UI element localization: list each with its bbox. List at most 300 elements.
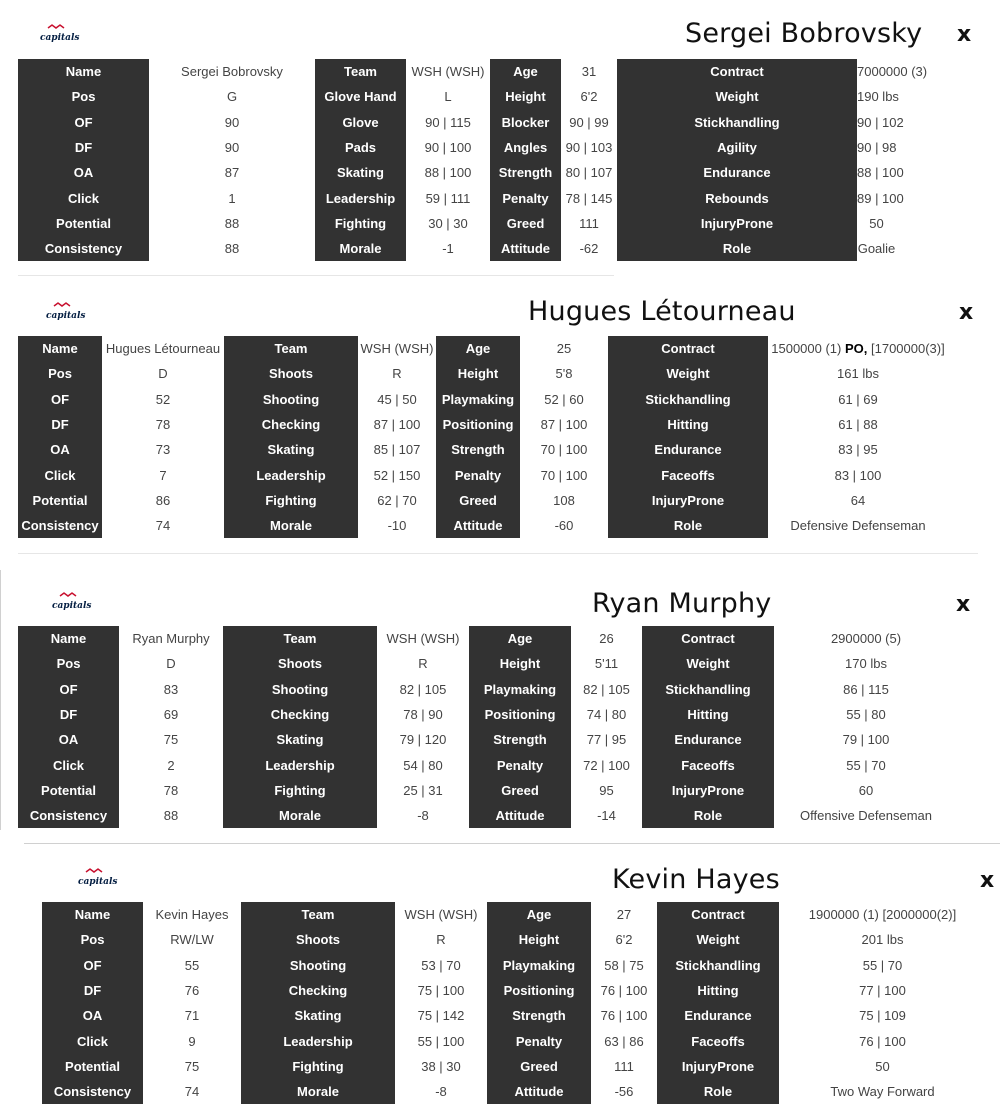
- stat-value: 55: [143, 953, 241, 978]
- stat-label: Fighting: [223, 778, 377, 803]
- stat-value: 52 | 150: [358, 462, 436, 487]
- stat-label: Greed: [436, 488, 520, 513]
- stat-label: Pads: [315, 135, 406, 160]
- stat-value: 88: [149, 236, 315, 261]
- stat-label: Shoots: [223, 651, 377, 676]
- stat-label: DF: [42, 978, 143, 1003]
- stat-label: Strength: [490, 160, 561, 185]
- stat-label: Checking: [241, 978, 395, 1003]
- stat-label: Greed: [469, 778, 571, 803]
- stat-label: Consistency: [42, 1079, 143, 1104]
- stat-value: 70 | 100: [520, 437, 608, 462]
- stat-label: Morale: [241, 1079, 395, 1104]
- stat-value: 78: [102, 412, 224, 437]
- stat-value: Goalie: [857, 236, 896, 261]
- team-logo-icon: [44, 302, 84, 324]
- stat-label: Strength: [487, 1003, 591, 1028]
- stat-value: L: [406, 84, 490, 109]
- stat-label: OF: [18, 387, 102, 412]
- stat-value: 45 | 50: [358, 387, 436, 412]
- stat-value: 55 | 100: [395, 1028, 487, 1053]
- stat-label: Attitude: [490, 236, 561, 261]
- stat-label: Positioning: [436, 412, 520, 437]
- stat-value: -10: [358, 513, 436, 538]
- stat-label: Strength: [469, 727, 571, 752]
- stat-label: Penalty: [487, 1028, 591, 1053]
- stat-label: Checking: [224, 412, 358, 437]
- stat-label: Attitude: [436, 513, 520, 538]
- stat-row: [42, 953, 986, 978]
- stat-label: Leadership: [224, 462, 358, 487]
- stat-value: 6'2: [591, 927, 657, 952]
- stat-value: 82 | 105: [571, 677, 642, 702]
- stat-row: [18, 677, 958, 702]
- stat-row: [18, 702, 958, 727]
- stat-value: 53 | 70: [395, 953, 487, 978]
- stat-value: Ryan Murphy: [119, 626, 223, 651]
- stat-value: Sergei Bobrovsky: [149, 59, 315, 84]
- stat-value: 2900000 (5): [774, 626, 958, 651]
- stat-value: 90 | 103: [561, 135, 617, 160]
- stat-label: Role: [642, 803, 774, 828]
- player-card-1: [0, 0, 1000, 278]
- stat-label: Hitting: [608, 412, 768, 437]
- stat-row: [42, 927, 986, 952]
- stat-value: 83 | 100: [768, 462, 948, 487]
- svg-text:capitals: capitals: [52, 601, 92, 611]
- svg-text:capitals: capitals: [46, 311, 86, 321]
- stat-label: Positioning: [469, 702, 571, 727]
- stat-value: 90 | 99: [561, 110, 617, 135]
- stat-label: Stickhandling: [608, 387, 768, 412]
- stat-value: 90 | 100: [406, 135, 490, 160]
- stat-row: [18, 336, 948, 361]
- stat-label: DF: [18, 702, 119, 727]
- stat-label: OA: [18, 727, 119, 752]
- stat-row: [18, 778, 958, 803]
- player-name: Sergei Bobrovsky: [685, 18, 923, 49]
- stat-label: Leadership: [241, 1028, 395, 1053]
- stat-value: 6'2: [561, 84, 617, 109]
- stat-label: Endurance: [657, 1003, 779, 1028]
- stat-value: 63 | 86: [591, 1028, 657, 1053]
- stat-label: Click: [18, 752, 119, 777]
- stat-value: 76: [143, 978, 241, 1003]
- stat-label: Agility: [617, 135, 857, 160]
- stat-label: Fighting: [241, 1054, 395, 1079]
- contract-amount: 1500000 (1): [771, 341, 845, 357]
- stat-value: 71: [143, 1003, 241, 1028]
- stat-label: Shooting: [223, 677, 377, 702]
- stat-value: 52: [102, 387, 224, 412]
- stat-label: Skating: [224, 437, 358, 462]
- stat-value: 75 | 142: [395, 1003, 487, 1028]
- stat-value: 77 | 100: [779, 978, 986, 1003]
- stat-value: 76 | 100: [591, 1003, 657, 1028]
- stat-value: 59 | 111: [406, 185, 490, 210]
- stat-value: 38 | 30: [395, 1054, 487, 1079]
- stat-value: 88 | 100: [857, 160, 896, 185]
- stat-value: 108: [520, 488, 608, 513]
- stat-row: [18, 752, 958, 777]
- stat-row: [18, 361, 948, 386]
- stat-value: -8: [395, 1079, 487, 1104]
- stat-label: Consistency: [18, 236, 149, 261]
- divider: [18, 553, 978, 554]
- stat-value: 86 | 115: [774, 677, 958, 702]
- stat-label: Height: [487, 927, 591, 952]
- stat-value: -8: [377, 803, 469, 828]
- stat-label: OA: [18, 160, 149, 185]
- stat-value: R: [377, 651, 469, 676]
- stat-label: Contract: [617, 59, 857, 84]
- stat-value: 90: [149, 110, 315, 135]
- stat-value: 78: [119, 778, 223, 803]
- stat-label: Weight: [657, 927, 779, 952]
- stat-value: 75 | 109: [779, 1003, 986, 1028]
- stat-label: InjuryProne: [617, 211, 857, 236]
- divider: [18, 275, 614, 276]
- stat-label: Stickhandling: [617, 110, 857, 135]
- stat-label: Endurance: [642, 727, 774, 752]
- stat-label: Click: [18, 185, 149, 210]
- stat-row: [18, 513, 948, 538]
- stat-value: -14: [571, 803, 642, 828]
- stat-value: 62 | 70: [358, 488, 436, 513]
- stat-label: Click: [18, 462, 102, 487]
- stat-label: OA: [18, 437, 102, 462]
- stat-label: Name: [18, 59, 149, 84]
- stat-row: [42, 902, 986, 927]
- stat-label: Strength: [436, 437, 520, 462]
- stat-row: [42, 978, 986, 1003]
- stat-label: DF: [18, 412, 102, 437]
- stat-label: Team: [315, 59, 406, 84]
- stat-value: -56: [591, 1079, 657, 1104]
- stat-row: [42, 1079, 986, 1104]
- stat-label: Height: [469, 651, 571, 676]
- stat-value: 7: [102, 462, 224, 487]
- stat-label: Penalty: [436, 462, 520, 487]
- stat-value: Two Way Forward: [779, 1079, 986, 1104]
- stat-value: 74: [143, 1079, 241, 1104]
- stat-value: 50: [857, 211, 896, 236]
- stat-value: 25: [520, 336, 608, 361]
- stat-row: [18, 59, 896, 84]
- stat-value: 54 | 80: [377, 752, 469, 777]
- stat-value: Defensive Defenseman: [768, 513, 948, 538]
- stat-value: WSH (WSH): [395, 902, 487, 927]
- stat-label: Pos: [18, 651, 119, 676]
- stat-label: Role: [657, 1079, 779, 1104]
- stat-label: DF: [18, 135, 149, 160]
- svg-text:capitals: capitals: [78, 877, 118, 887]
- stat-row: [18, 412, 948, 437]
- stat-label: Morale: [315, 236, 406, 261]
- stat-value: 82 | 105: [377, 677, 469, 702]
- stat-row: [18, 387, 948, 412]
- stat-value: 1900000 (1) [2000000(2)]: [779, 902, 986, 927]
- stat-value: 88: [149, 211, 315, 236]
- stat-value: 52 | 60: [520, 387, 608, 412]
- stat-value: 87: [149, 160, 315, 185]
- stat-label: Shoots: [224, 361, 358, 386]
- stat-label: Attitude: [487, 1079, 591, 1104]
- stat-label: Weight: [642, 651, 774, 676]
- stat-value: 31: [561, 59, 617, 84]
- stat-label: Morale: [223, 803, 377, 828]
- stat-label: Penalty: [490, 185, 561, 210]
- stat-label: Playmaking: [487, 953, 591, 978]
- stat-row: [18, 110, 896, 135]
- stat-label: Glove Hand: [315, 84, 406, 109]
- stat-label: Team: [241, 902, 395, 927]
- stat-value: 170 lbs: [774, 651, 958, 676]
- stat-label: Click: [42, 1028, 143, 1053]
- stat-label: Hitting: [642, 702, 774, 727]
- stat-value: 75: [143, 1054, 241, 1079]
- stat-value: 69: [119, 702, 223, 727]
- stat-value: 75 | 100: [395, 978, 487, 1003]
- stat-label: Greed: [487, 1054, 591, 1079]
- stat-label: Shooting: [241, 953, 395, 978]
- stat-value: 89 | 100: [857, 185, 896, 210]
- stat-value: WSH (WSH): [358, 336, 436, 361]
- stat-value: 75: [119, 727, 223, 752]
- stat-label: Blocker: [490, 110, 561, 135]
- team-logo-icon: [50, 592, 90, 614]
- stat-value: 90 | 115: [406, 110, 490, 135]
- player-option-flag: PO,: [844, 341, 868, 357]
- stat-value: 86: [102, 488, 224, 513]
- stat-value: 90 | 98: [857, 135, 896, 160]
- stat-label: Leadership: [223, 752, 377, 777]
- stat-value: 78 | 90: [377, 702, 469, 727]
- stat-label: Stickhandling: [642, 677, 774, 702]
- stat-label: Pos: [42, 927, 143, 952]
- stat-value: 50: [779, 1054, 986, 1079]
- stat-label: Playmaking: [469, 677, 571, 702]
- stat-label: Skating: [315, 160, 406, 185]
- stat-value: 70 | 100: [520, 462, 608, 487]
- close-button[interactable]: x: [959, 300, 974, 325]
- stat-row: [18, 437, 948, 462]
- close-button[interactable]: x: [957, 22, 972, 47]
- stat-value: 26: [571, 626, 642, 651]
- stat-label: Name: [18, 626, 119, 651]
- stat-value: 95: [571, 778, 642, 803]
- stat-value: 55 | 80: [774, 702, 958, 727]
- stat-label: Height: [490, 84, 561, 109]
- svg-text:capitals: capitals: [40, 33, 80, 43]
- player-stats-table: [18, 336, 948, 538]
- stat-label: Morale: [224, 513, 358, 538]
- stat-value: 61 | 88: [768, 412, 948, 437]
- stat-label: Faceoffs: [642, 752, 774, 777]
- stat-value: 2: [119, 752, 223, 777]
- stat-label: Fighting: [315, 211, 406, 236]
- stat-label: Contract: [608, 336, 768, 361]
- stat-value: 80 | 107: [561, 160, 617, 185]
- stat-row: [18, 803, 958, 828]
- stat-label: InjuryProne: [608, 488, 768, 513]
- stat-row: [18, 236, 896, 261]
- stat-label: Faceoffs: [608, 462, 768, 487]
- stat-value: RW/LW: [143, 927, 241, 952]
- stat-row: [18, 727, 958, 752]
- stat-value: 1: [149, 185, 315, 210]
- stat-value: 30 | 30: [406, 211, 490, 236]
- stat-value: Hugues Létourneau: [102, 336, 224, 361]
- stat-label: Contract: [642, 626, 774, 651]
- stat-value: 55 | 70: [779, 953, 986, 978]
- stat-row: [18, 185, 896, 210]
- stat-label: Contract: [657, 902, 779, 927]
- stat-value: 74 | 80: [571, 702, 642, 727]
- stat-value: 79 | 120: [377, 727, 469, 752]
- stat-value: Kevin Hayes: [143, 902, 241, 927]
- stat-value: 88: [119, 803, 223, 828]
- stat-label: Faceoffs: [657, 1028, 779, 1053]
- stat-label: Skating: [241, 1003, 395, 1028]
- stat-value: 5'11: [571, 651, 642, 676]
- stat-label: Age: [436, 336, 520, 361]
- player-stats-table: [42, 902, 986, 1104]
- stat-value: 111: [591, 1054, 657, 1079]
- stat-value: 90 | 102: [857, 110, 896, 135]
- stat-label: Rebounds: [617, 185, 857, 210]
- stat-value: D: [102, 361, 224, 386]
- stat-value: 190 lbs: [857, 84, 896, 109]
- stat-label: OF: [42, 953, 143, 978]
- stat-value: 7000000 (3): [857, 59, 896, 84]
- stat-value: 76 | 100: [591, 978, 657, 1003]
- stat-value: 87 | 100: [358, 412, 436, 437]
- close-button[interactable]: x: [956, 592, 971, 617]
- stat-value: 77 | 95: [571, 727, 642, 752]
- stat-label: Age: [490, 59, 561, 84]
- player-card-4: [24, 844, 1000, 1117]
- stat-value: 64: [768, 488, 948, 513]
- stat-label: Age: [469, 626, 571, 651]
- stat-label: Team: [223, 626, 377, 651]
- stat-label: Checking: [223, 702, 377, 727]
- stat-value: 201 lbs: [779, 927, 986, 952]
- stat-label: Pos: [18, 361, 102, 386]
- stat-label: Angles: [490, 135, 561, 160]
- stat-row: [18, 135, 896, 160]
- stat-row: [42, 1028, 986, 1053]
- stat-label: InjuryProne: [642, 778, 774, 803]
- stat-value: 161 lbs: [768, 361, 948, 386]
- stat-label: Skating: [223, 727, 377, 752]
- stat-label: Name: [18, 336, 102, 361]
- stat-value: G: [149, 84, 315, 109]
- stat-row: [18, 160, 896, 185]
- stat-value: 87 | 100: [520, 412, 608, 437]
- stat-value: 9: [143, 1028, 241, 1053]
- stat-label: Glove: [315, 110, 406, 135]
- stat-label: Hitting: [657, 978, 779, 1003]
- player-name: Kevin Hayes: [612, 864, 780, 895]
- stat-value: 74: [102, 513, 224, 538]
- stat-row: [18, 211, 896, 236]
- stat-label: OF: [18, 677, 119, 702]
- stat-value: R: [358, 361, 436, 386]
- stat-row: [18, 651, 958, 676]
- stat-label: Potential: [18, 778, 119, 803]
- stat-value: 25 | 31: [377, 778, 469, 803]
- stat-label: Weight: [608, 361, 768, 386]
- stat-label: Consistency: [18, 513, 102, 538]
- stat-label: Potential: [18, 211, 149, 236]
- stat-label: Fighting: [224, 488, 358, 513]
- stat-value: 61 | 69: [768, 387, 948, 412]
- stat-value: R: [395, 927, 487, 952]
- close-button[interactable]: x: [980, 868, 995, 893]
- stat-value: 83: [119, 677, 223, 702]
- stat-value: 55 | 70: [774, 752, 958, 777]
- stat-value: -1: [406, 236, 490, 261]
- stat-value: 76 | 100: [779, 1028, 986, 1053]
- stat-value: -62: [561, 236, 617, 261]
- stat-value: 73: [102, 437, 224, 462]
- stat-value: 79 | 100: [774, 727, 958, 752]
- stat-value: 88 | 100: [406, 160, 490, 185]
- stat-value: 83 | 95: [768, 437, 948, 462]
- stat-label: Role: [617, 236, 857, 261]
- stat-label: Endurance: [617, 160, 857, 185]
- stat-label: OF: [18, 110, 149, 135]
- stat-row: [18, 488, 948, 513]
- stat-label: Role: [608, 513, 768, 538]
- player-card-3: [0, 568, 1000, 843]
- contract-extension: [1700000(3)]: [867, 341, 945, 357]
- stat-value: WSH (WSH): [377, 626, 469, 651]
- stat-label: Name: [42, 902, 143, 927]
- stat-value: 111: [561, 211, 617, 236]
- stat-label: OA: [42, 1003, 143, 1028]
- stat-label: Team: [224, 336, 358, 361]
- player-stats-table: [18, 626, 958, 828]
- card-border: [0, 570, 1, 830]
- stat-value: Offensive Defenseman: [774, 803, 958, 828]
- stat-label: Attitude: [469, 803, 571, 828]
- stat-label: Playmaking: [436, 387, 520, 412]
- team-logo-icon: [76, 868, 116, 890]
- stat-label: Consistency: [18, 803, 119, 828]
- stat-label: Penalty: [469, 752, 571, 777]
- stat-row: [18, 84, 896, 109]
- stat-value: 72 | 100: [571, 752, 642, 777]
- stat-value: 78 | 145: [561, 185, 617, 210]
- stat-label: Endurance: [608, 437, 768, 462]
- stat-row: [18, 626, 958, 651]
- stat-label: Shooting: [224, 387, 358, 412]
- player-stats-table: [18, 59, 928, 261]
- stat-label: Age: [487, 902, 591, 927]
- stat-value: [768, 336, 948, 361]
- stat-value: 60: [774, 778, 958, 803]
- stat-value: WSH (WSH): [406, 59, 490, 84]
- stat-label: Potential: [18, 488, 102, 513]
- stat-value: 27: [591, 902, 657, 927]
- stat-value: D: [119, 651, 223, 676]
- stat-value: -60: [520, 513, 608, 538]
- stat-value: 90: [149, 135, 315, 160]
- stat-label: Greed: [490, 211, 561, 236]
- stat-label: Positioning: [487, 978, 591, 1003]
